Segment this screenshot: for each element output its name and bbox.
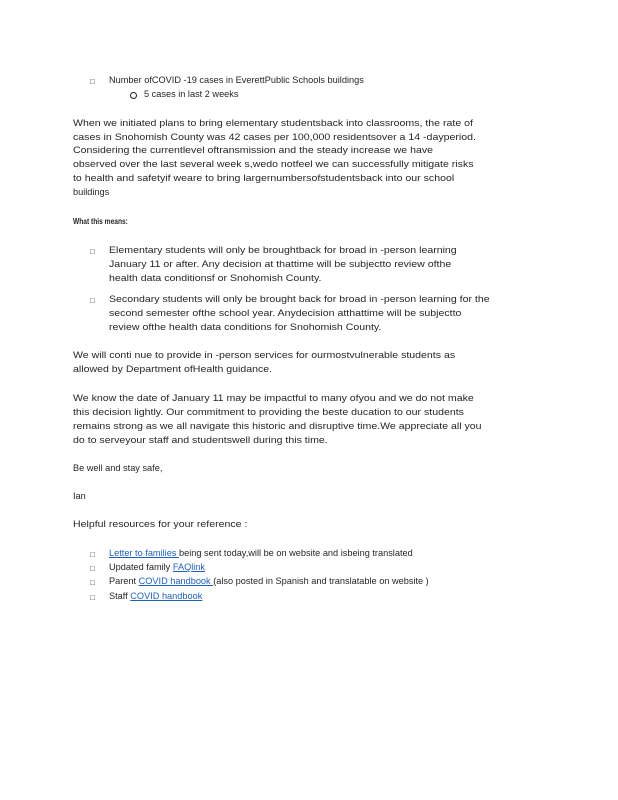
paragraph-line: We know the date of January 11 may be impactful to many ofyou and we do not make: [73, 393, 474, 403]
parent-covid-handbook-link[interactable]: COVID handbook: [138, 576, 214, 586]
bullet-line: review ofthe health data conditions for Snohomish County.: [109, 322, 382, 332]
covid-cases-item: Number ofCOVID -19 cases in EverettPublic Schools buildings: [109, 75, 364, 85]
signoff: Be well and stay safe,: [73, 463, 163, 473]
paragraph-line: When we initiated plans to bring elementary studentsback into classrooms, the rate of: [73, 118, 473, 128]
bullet-line: Secondary students will only be brought back for broad in -person learning for the: [109, 294, 490, 304]
paragraph-line: buildings: [73, 187, 110, 197]
resource-item: [109, 576, 429, 587]
resource-item-text: being sent today,will be on website and isbeing translated: [178, 548, 413, 558]
circle-bullet-icon: [130, 92, 137, 99]
paragraph-line: allowed by Department ofHealth guidance.: [73, 364, 273, 374]
bullet-line: second semester ofthe school year. Anydecision atthattime will be subjectto: [109, 308, 462, 318]
paragraph-line: We will conti nue to provide in -person services for ourmostvulnerable students as: [73, 350, 456, 360]
resources-intro: Helpful resources for your reference :: [73, 519, 248, 529]
checkbox-bullet-icon: □: [90, 578, 95, 587]
letter-to-families-link[interactable]: Letter to families: [109, 548, 179, 558]
resource-item-text: (also posted in Spanish and translatable on website ): [213, 576, 429, 586]
faq-link[interactable]: FAQlink: [172, 562, 206, 572]
checkbox-bullet-icon: □: [90, 296, 95, 305]
checkbox-bullet-icon: □: [90, 77, 95, 86]
checkbox-bullet-icon: □: [90, 550, 95, 559]
checkbox-bullet-icon: □: [90, 247, 95, 256]
bullet-line: January 11 or after. Any decision at thattime will be subjectto review ofthe: [109, 259, 452, 269]
resource-item-text: Updated family: [109, 562, 173, 572]
staff-covid-handbook-link[interactable]: COVID handbook: [130, 591, 203, 601]
paragraph-line: observed over the last several week s,wedo notfeel we can successfully mitigate risks: [73, 159, 474, 169]
resource-item: [109, 562, 205, 573]
paragraph-line: do to serveyour staff and studentswell during this time.: [73, 435, 328, 445]
paragraph-line: remains strong as we all navigate this historic and disruptive time.We appreciate all you: [73, 421, 482, 431]
resource-item: [109, 591, 202, 602]
resource-item: [109, 548, 413, 559]
covid-cases-subitem: 5 cases in last 2 weeks: [144, 89, 239, 99]
paragraph-line: to health and safetyif weare to bring largernumbersofstudentsback into our school: [73, 173, 455, 183]
section-heading: What this means:: [73, 216, 128, 226]
resource-item-text: Parent: [109, 576, 139, 586]
signature: Ian: [73, 491, 86, 501]
paragraph-line: Considering the currentlevel oftransmission and the steady increase we have: [73, 145, 434, 155]
bullet-line: Elementary students will only be broughtback for broad in -person learning: [109, 245, 457, 255]
paragraph-line: cases in Snohomish County was 42 cases per 100,000 residentsover a 14 -dayperiod.: [73, 132, 476, 142]
bullet-line: health data conditionsf or Snohomish County.: [109, 273, 322, 283]
paragraph-line: this decision lightly. Our commitment to providing the beste ducation to our students: [73, 407, 464, 417]
resource-item-text: Staff: [109, 591, 131, 601]
checkbox-bullet-icon: □: [90, 564, 95, 573]
checkbox-bullet-icon: □: [90, 593, 95, 602]
